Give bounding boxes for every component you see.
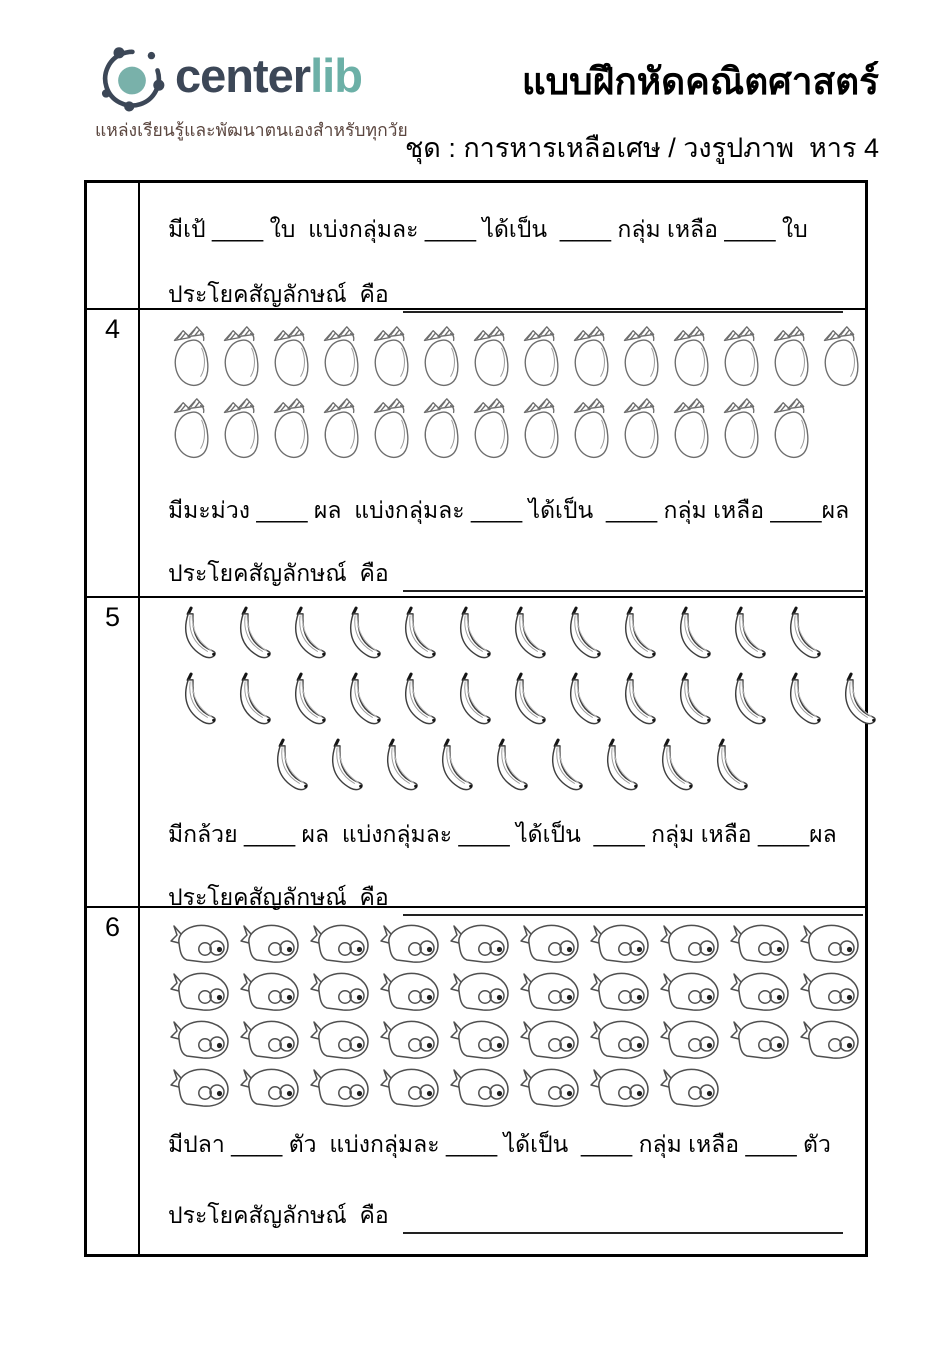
mango-icon [618, 320, 662, 390]
banana-icon [168, 670, 218, 734]
fish-row [168, 968, 862, 1015]
fish-icon [168, 920, 232, 967]
banana-row [260, 736, 878, 800]
fish-icon [518, 1064, 582, 1111]
banana-picture-grid [168, 604, 878, 802]
fish-icon [798, 1016, 862, 1063]
problem-row-4 [87, 308, 865, 596]
banana-icon [773, 670, 823, 734]
fish-row [168, 920, 862, 967]
banana-icon [223, 604, 273, 668]
banana-icon [663, 604, 713, 668]
problem-row-carryover [87, 183, 865, 308]
fish-icon [308, 1064, 372, 1111]
fish-icon [448, 1016, 512, 1063]
mango-icon [268, 320, 312, 390]
fish-icon [658, 1016, 722, 1063]
fish-row [168, 1016, 862, 1063]
fish-icon [378, 968, 442, 1015]
banana-row [168, 604, 878, 668]
answer-label: ประโยคสัญลักษณ์ คือ [168, 281, 389, 307]
fish-icon [518, 1016, 582, 1063]
fish-icon [798, 920, 862, 967]
banana-icon [645, 736, 695, 800]
fish-icon [588, 968, 652, 1015]
fish-icon [588, 920, 652, 967]
banana-row [168, 670, 878, 734]
banana-icon [443, 670, 493, 734]
answer-line [168, 1198, 862, 1234]
fish-icon [658, 920, 722, 967]
banana-icon [718, 670, 768, 734]
mango-icon [818, 320, 862, 390]
mango-icon [518, 320, 562, 390]
fish-icon [448, 1064, 512, 1111]
banana-icon [333, 604, 383, 668]
fish-icon [168, 1016, 232, 1063]
mango-icon [218, 320, 262, 390]
mango-icon [518, 392, 562, 462]
fish-icon [728, 920, 792, 967]
mango-icon [318, 320, 362, 390]
fish-picture-grid [168, 920, 862, 1112]
banana-icon [700, 736, 750, 800]
centerlib-logo-icon [95, 38, 169, 112]
question-text: มีมะม่วง ____ ผล แบ่งกลุ่มละ ____ ได้เป็น ____ กลุ่ม เหลือ ____ผล [168, 497, 850, 523]
answer-label: ประโยคสัญลักษณ์ คือ [168, 560, 389, 586]
fish-icon [728, 1016, 792, 1063]
banana-icon [333, 670, 383, 734]
mango-icon [568, 320, 612, 390]
banana-icon [718, 604, 768, 668]
banana-icon [315, 736, 365, 800]
mango-icon [168, 392, 212, 462]
mango-icon [418, 320, 462, 390]
mango-icon [718, 320, 762, 390]
fish-icon [448, 968, 512, 1015]
problem-number: 4 [87, 310, 140, 596]
worksheet-subtitle: ชุด : การหารเหลือเศษ / วงรูปภาพ หาร 4 [404, 133, 879, 163]
banana-icon [773, 604, 823, 668]
mango-icon [668, 392, 712, 462]
answer-blank [403, 285, 843, 313]
problem-number: 5 [87, 598, 140, 906]
banana-icon [260, 736, 310, 800]
fish-icon [238, 920, 302, 967]
fish-icon [798, 968, 862, 1015]
question-text: มีปลา ____ ตัว แบ่งกลุ่มละ ____ ได้เป็น ____ กลุ่ม เหลือ ____ ตัว [168, 1131, 831, 1157]
fish-icon [728, 968, 792, 1015]
banana-icon [553, 670, 603, 734]
problem-number [87, 183, 140, 308]
banana-icon [223, 670, 273, 734]
centerlib-logo [95, 38, 408, 144]
page-title: แบบฝึกหัดคณิตศาสตร์ [521, 61, 879, 102]
brand-name [175, 48, 362, 102]
banana-icon [388, 604, 438, 668]
mango-row [168, 320, 863, 390]
mango-icon [768, 320, 812, 390]
banana-icon [535, 736, 585, 800]
fish-icon [658, 1064, 722, 1111]
mango-icon [168, 320, 212, 390]
fish-icon [168, 1064, 232, 1111]
mango-icon [368, 392, 412, 462]
mango-picture-grid [168, 320, 863, 464]
fish-icon [518, 968, 582, 1015]
fish-icon [448, 920, 512, 967]
banana-icon [828, 670, 878, 734]
fish-icon [168, 968, 232, 1015]
answer-label: ประโยคสัญลักษณ์ คือ [168, 1202, 389, 1228]
fish-icon [238, 968, 302, 1015]
banana-icon [370, 736, 420, 800]
problem-content [140, 183, 865, 308]
problem-number: 6 [87, 908, 140, 1254]
mango-icon [268, 392, 312, 462]
mango-icon [718, 392, 762, 462]
mango-icon [418, 392, 462, 462]
brand-secondary: lib [310, 48, 362, 102]
mango-icon [318, 392, 362, 462]
banana-icon [553, 604, 603, 668]
fish-icon [308, 920, 372, 967]
problem-row-5 [87, 596, 865, 910]
banana-icon [663, 670, 713, 734]
mango-icon [368, 320, 412, 390]
question-text: มีกล้วย ____ ผล แบ่งกลุ่มละ ____ ได้เป็น ____ กลุ่ม เหลือ ____ผล [168, 821, 837, 847]
problem-content [140, 598, 888, 910]
fish-icon [378, 1064, 442, 1111]
mango-icon [468, 320, 512, 390]
mango-icon [568, 392, 612, 462]
banana-icon [425, 736, 475, 800]
mango-icon [768, 392, 812, 462]
problem-content [140, 908, 872, 1254]
banana-icon [388, 670, 438, 734]
problem-content [140, 310, 873, 596]
mango-icon [218, 392, 262, 462]
answer-line [168, 556, 863, 592]
banana-icon [498, 670, 548, 734]
answer-label: ประโยคสัญลักษณ์ คือ [168, 884, 389, 910]
fish-icon [308, 1016, 372, 1063]
brand-primary: center [175, 48, 311, 102]
fish-icon [378, 920, 442, 967]
fish-icon [238, 1064, 302, 1111]
banana-icon [168, 604, 218, 668]
fish-icon [308, 968, 372, 1015]
fish-icon [378, 1016, 442, 1063]
banana-icon [480, 736, 530, 800]
fish-icon [588, 1016, 652, 1063]
fish-icon [588, 1064, 652, 1111]
fish-icon [658, 968, 722, 1015]
problem-row-6 [87, 906, 865, 1254]
banana-icon [608, 604, 658, 668]
fish-icon [238, 1016, 302, 1063]
mango-row [168, 392, 863, 462]
problems-table [84, 180, 868, 1257]
mango-icon [618, 392, 662, 462]
banana-icon [278, 604, 328, 668]
answer-line [168, 277, 855, 313]
banana-icon [608, 670, 658, 734]
banana-icon [498, 604, 548, 668]
brand-tagline: แหล่งเรียนรู้และพัฒนาตนเองสำหรับทุกวัย [95, 120, 408, 140]
question-text: มีเป้ ____ ใบ แบ่งกลุ่มละ ____ ได้เป็น ____ กลุ่ม เหลือ ____ ใบ [168, 216, 808, 242]
fish-icon [518, 920, 582, 967]
banana-icon [278, 670, 328, 734]
banana-icon [443, 604, 493, 668]
mango-icon [468, 392, 512, 462]
answer-blank [403, 564, 863, 592]
fish-row [168, 1064, 862, 1111]
banana-icon [590, 736, 640, 800]
mango-icon [668, 320, 712, 390]
answer-blank [403, 1206, 843, 1234]
